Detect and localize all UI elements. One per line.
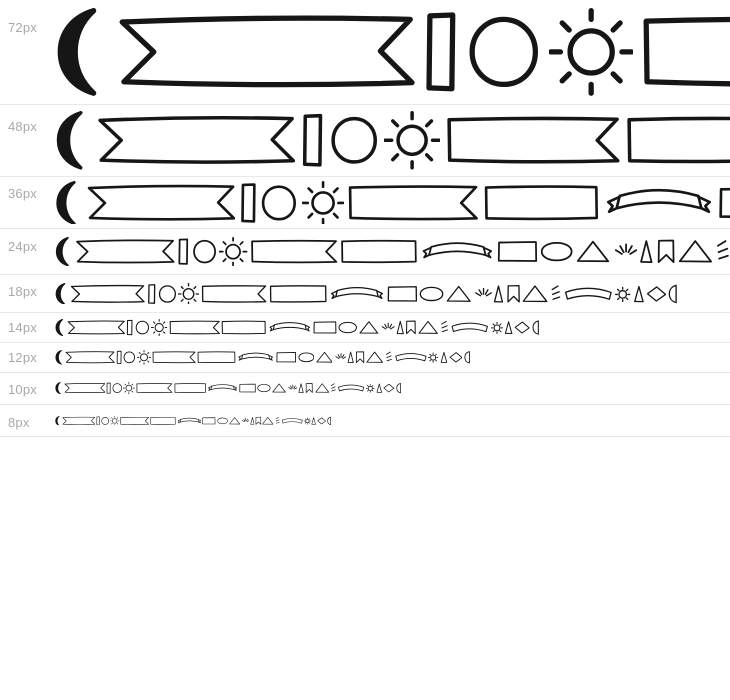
rectangle-icon [718,181,730,225]
preview-row [0,0,730,105]
small-sun-icon [304,416,311,426]
triangle-icon [316,350,333,365]
narrow-triangle-icon [493,283,504,305]
small-rectangle-icon [422,8,459,96]
circle-icon [101,416,109,426]
arc-banner-icon [450,319,489,336]
sparkle-rays-right-icon [330,382,336,394]
size-label: 8px [8,415,30,430]
curved-ribbon-banner-icon [603,181,715,225]
glyph-run [55,275,730,312]
crescent-moon-icon [55,319,66,336]
small-rectangle-icon [239,181,257,225]
arc-banner-icon [394,350,428,365]
ribbon-banner-icon [64,382,105,394]
bookmark-icon [506,283,521,305]
crescent-moon-icon [55,350,64,365]
glyph-run [55,313,730,342]
circle-icon [135,319,150,336]
wide-rectangle-icon [340,237,418,266]
small-rectangle-icon [177,237,189,266]
diamond-icon [646,283,667,305]
curved-ribbon-banner-icon [268,319,312,336]
oval-icon [257,382,271,394]
glyph-run [55,229,730,274]
half-circle-icon [327,416,332,426]
arc-banner-icon [337,382,365,394]
narrow-triangle-icon [298,382,304,394]
bookmark-icon [656,237,676,266]
banner-swallowtail-right-icon [445,111,621,170]
diamond-icon [449,350,463,365]
circle-icon [329,111,379,170]
circle-icon [123,350,136,365]
small-sun-icon [428,350,438,365]
half-circle-icon [464,350,471,365]
sparkle-rays-up-icon [473,283,492,305]
preview-row [0,105,730,177]
triangle-2-icon [418,319,438,336]
banner-swallowtail-right-icon [152,350,196,365]
banner-swallowtail-right-icon [347,181,479,225]
triangle-2-icon [262,416,274,426]
triangle-icon [229,416,240,426]
sun-icon [549,8,633,96]
sparkle-rays-up-icon [287,382,297,394]
rectangle-icon [276,350,297,365]
triangle-icon [446,283,471,305]
circle-icon [260,181,298,225]
ribbon-banner-icon [70,283,145,305]
small-sun-icon [491,319,503,336]
crescent-moon-icon [55,283,69,305]
wide-rectangle-icon [221,319,266,336]
ribbon-banner-icon [86,181,235,225]
circle-icon [192,237,217,266]
sun-icon [137,350,151,365]
sun-icon [302,181,344,225]
size-label: 72px [8,20,37,35]
rectangle-icon [239,382,256,394]
sparkle-rays-up-icon [612,237,637,266]
sparkle-rays-right-icon [385,350,393,365]
triangle-2-icon [315,382,329,394]
crescent-moon-icon [55,111,91,170]
rectangle-icon [313,319,337,336]
sun-icon [178,283,199,305]
diamond-icon [383,382,395,394]
triangle-2-icon [522,283,548,305]
narrow-triangle-2-icon [311,416,316,426]
narrow-triangle-icon [639,237,653,266]
half-circle-icon [668,283,679,305]
glyph-run [55,343,730,372]
narrow-triangle-icon [396,319,404,336]
triangle-2-icon [366,350,383,365]
bookmark-icon [305,382,313,394]
size-label: 12px [8,350,37,365]
bookmark-icon [355,350,365,365]
wide-rectangle-icon [483,181,599,225]
preview-row [0,177,730,229]
glyph-run [55,373,730,404]
sparkle-rays-right-icon [715,237,730,266]
sun-icon [219,237,247,266]
diamond-icon [317,416,326,426]
small-rectangle-icon [126,319,133,336]
sun-icon [110,416,119,426]
banner-swallowtail-right-icon [169,319,220,336]
size-label: 36px [8,186,37,201]
sparkle-rays-up-icon [334,350,346,365]
arc-banner-icon [281,416,303,426]
bookmark-icon [405,319,417,336]
wide-rectangle-icon [197,350,236,365]
wide-rectangle-icon [269,283,327,305]
banner-swallowtail-right-icon [640,8,730,96]
sparkle-rays-right-icon [440,319,449,336]
narrow-triangle-2-icon [440,350,448,365]
preview-row [0,343,730,373]
crescent-moon-icon [55,181,82,225]
narrow-triangle-icon [250,416,255,426]
curved-ribbon-banner-icon [177,416,202,426]
oval-icon [217,416,228,426]
glyph-run [55,105,730,176]
sun-icon [151,319,167,336]
rectangle-icon [387,283,418,305]
wide-rectangle-icon [150,416,176,426]
triangle-icon [272,382,286,394]
preview-row [0,405,730,437]
banner-swallowtail-right-icon [120,416,149,426]
curved-ribbon-banner-icon [329,283,385,305]
size-label: 14px [8,320,37,335]
small-rectangle-icon [106,382,111,394]
curved-ribbon-banner-icon [420,237,495,266]
banner-swallowtail-right-icon [201,283,267,305]
narrow-triangle-2-icon [376,382,382,394]
preview-row [0,275,730,313]
glyph-run [55,177,730,228]
crescent-moon-icon [55,416,61,426]
sparkle-rays-right-icon [550,283,561,305]
sparkle-rays-up-icon [380,319,395,336]
oval-icon [419,283,444,305]
sparkle-rays-up-icon [241,416,249,426]
oval-icon [298,350,315,365]
triangle-icon [359,319,379,336]
crescent-moon-icon [55,382,63,394]
crescent-moon-icon [55,8,109,96]
wide-rectangle-icon [174,382,206,394]
curved-ribbon-banner-icon [207,382,238,394]
preview-row [0,373,730,405]
half-circle-icon [532,319,540,336]
glyph-run [55,0,730,104]
sun-icon [384,111,440,170]
circle-icon [158,283,177,305]
sun-icon [123,382,135,394]
oval-icon [540,237,574,266]
banner-swallowtail-right-icon [136,382,173,394]
size-label: 48px [8,119,37,134]
triangle-2-icon [678,237,713,266]
circle-icon [112,382,122,394]
narrow-triangle-icon [347,350,354,365]
small-rectangle-icon [300,111,325,170]
size-label: 18px [8,284,37,299]
arc-banner-icon [563,283,614,305]
narrow-triangle-2-icon [504,319,513,336]
curved-ribbon-banner-icon [237,350,274,365]
glyph-run [55,405,730,436]
size-label: 10px [8,382,37,397]
triangle-icon [576,237,610,266]
ribbon-banner-icon [116,8,415,96]
small-rectangle-icon [147,283,156,305]
banner-swallowtail-right-icon [250,237,338,266]
rectangle-icon [202,416,216,426]
small-rectangle-icon [116,350,122,365]
size-label: 24px [8,239,37,254]
ribbon-banner-icon [67,319,125,336]
small-rectangle-icon [96,416,100,426]
wide-rectangle-icon [625,111,730,170]
preview-row [0,229,730,275]
oval-icon [338,319,358,336]
narrow-triangle-2-icon [633,283,644,305]
ribbon-banner-icon [65,350,115,365]
preview-row [0,313,730,343]
ribbon-banner-icon [62,416,95,426]
ribbon-banner-icon [75,237,175,266]
small-sun-icon [615,283,630,305]
rectangle-icon [497,237,538,266]
half-circle-icon [396,382,402,394]
diamond-icon [514,319,530,336]
crescent-moon-icon [55,237,73,266]
small-sun-icon [366,382,375,394]
bookmark-icon [255,416,262,426]
ribbon-banner-icon [96,111,295,170]
sparkle-rays-right-icon [275,416,280,426]
circle-icon [466,8,542,96]
